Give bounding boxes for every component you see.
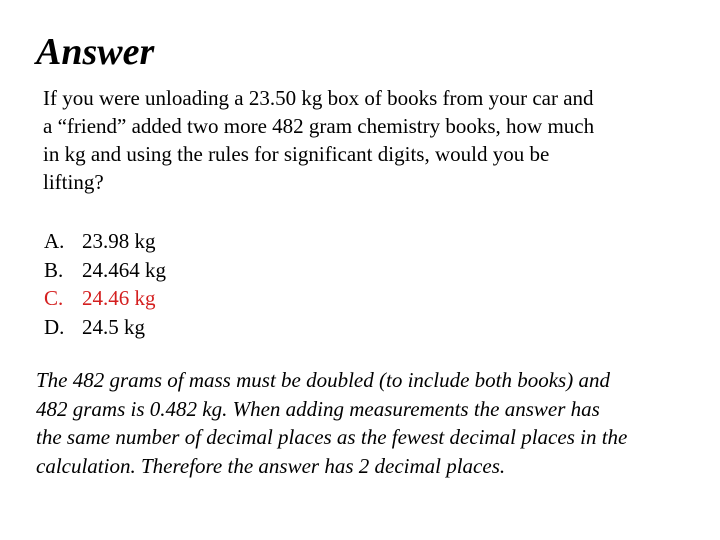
- option-b: [44, 256, 166, 285]
- option-a: [44, 227, 166, 256]
- question-line: in kg and using the rules for significant digits, would you be: [43, 142, 550, 166]
- slide-title: Answer: [36, 31, 155, 73]
- option-letter: A.: [44, 229, 65, 253]
- explanation-line: 482 grams is 0.482 kg. When adding measurements the answer has: [36, 396, 600, 421]
- question-line: If you were unloading a 23.50 kg box of books from your car and: [43, 86, 594, 110]
- answer-options: [44, 227, 166, 341]
- explanation-line: the same number of decimal places as the fewest decimal places in the: [36, 425, 628, 449]
- option-letter: B.: [44, 257, 64, 282]
- explanation-line: The 482 grams of mass must be doubled (to include both books) and: [36, 368, 610, 392]
- option-text: 24.5 kg: [82, 314, 145, 339]
- option-letter: C.: [44, 286, 64, 310]
- option-text: 23.98 kg: [82, 229, 156, 253]
- explanation-line: calculation. Therefore the answer has 2 decimal places.: [36, 453, 506, 478]
- question-line: a “friend” added two more 482 gram chemistry books, how much: [43, 114, 595, 138]
- option-d: [44, 313, 166, 342]
- question-line: lifting?: [43, 170, 104, 194]
- option-text: 24.46 kg: [82, 286, 156, 310]
- option-text: 24.464 kg: [82, 257, 166, 282]
- explanation-text: [36, 366, 720, 480]
- option-letter: D.: [44, 314, 65, 339]
- question-text: [43, 84, 693, 196]
- option-c-correct: [44, 284, 166, 313]
